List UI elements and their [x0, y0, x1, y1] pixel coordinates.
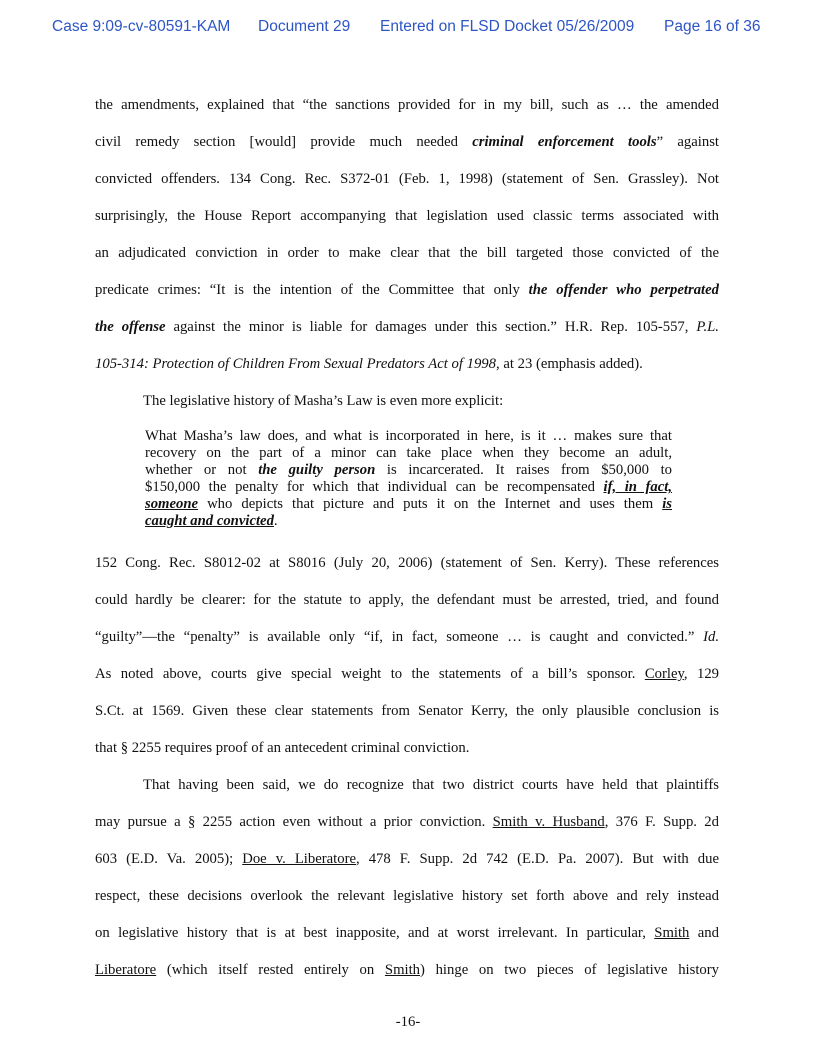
- page-count: Page 16 of 36: [664, 18, 761, 35]
- text-line: respect, these decisions overlook the relevant legislative history set forth above and rely instead: [95, 888, 719, 904]
- quote-line: caught and convicted.: [145, 513, 278, 529]
- text-line: 105-314: Protection of Children From Sexual Predators Act of 1998, at 23 (emphasis added).: [95, 356, 643, 372]
- quote-line: recovery on the part of a minor can take place when they become an adult,: [145, 445, 672, 461]
- emphasis: the offense: [95, 319, 166, 335]
- text-line: As noted above, courts give special weight to the statements of a bill’s sponsor. Corley, 129: [95, 666, 719, 682]
- text-line: “guilty”—the “penalty” is available only “if, in fact, someone … is caught and convicted.” Id.: [95, 629, 719, 645]
- emphasis: someone: [145, 496, 199, 512]
- case-citation: Liberatore: [95, 962, 157, 978]
- quote-line: someone who depicts that picture and puts it on the Internet and uses them is: [145, 496, 672, 512]
- emphasis: criminal enforcement tools: [472, 134, 657, 150]
- text-line: an adjudicated conviction in order to make clear that the bill targeted those convicted of the: [95, 245, 719, 261]
- quote-line: $150,000 the penalty for which that individual can be recompensated if, in fact,: [145, 479, 672, 495]
- case-citation: Smith v. Husband: [492, 814, 605, 830]
- emphasis: the guilty person: [258, 462, 376, 478]
- document-number: Document 29: [258, 18, 351, 35]
- text-line: could hardly be clearer: for the statute to apply, the defendant must be arrested, tried, and found: [95, 592, 719, 608]
- text-line: That having been said, we do recognize that two district courts have held that plaintiffs: [143, 777, 719, 793]
- emphasis: is: [662, 496, 672, 512]
- citation-title: 105-314: Protection of Children From Sexual Predators Act of 1998: [95, 356, 496, 372]
- text-line: 152 Cong. Rec. S8012-02 at S8016 (July 20, 2006) (statement of Sen. Kerry). These references: [95, 555, 719, 571]
- text-line: surprisingly, the House Report accompanying that legislation used classic terms associated with: [95, 208, 719, 224]
- case-citation: Smith: [384, 962, 421, 978]
- text-line: the amendments, explained that “the sanctions provided for in my bill, such as … the amended: [95, 97, 719, 113]
- emphasis: if, in fact,: [603, 479, 672, 495]
- docket-entry-date: Entered on FLSD Docket 05/26/2009: [380, 18, 635, 35]
- text-line: S.Ct. at 1569. Given these clear statements from Senator Kerry, the only plausible conclusion is: [95, 703, 719, 719]
- text-line: predicate crimes: “It is the intention of the Committee that only the offender who perpetrated: [95, 282, 719, 298]
- emphasis: caught and convicted: [145, 513, 274, 529]
- text-line: the offense against the minor is liable for damages under this section.” H.R. Rep. 105-557, P.L.: [95, 319, 719, 335]
- text-line: civil remedy section [would] provide much needed criminal enforcement tools” against: [95, 134, 719, 150]
- text-line: on legislative history that is at best inapposite, and at worst irrelevant. In particular, Smith and: [95, 925, 719, 941]
- case-number: Case 9:09-cv-80591-KAM: [52, 18, 231, 35]
- text-line: that § 2255 requires proof of an antecedent criminal conviction.: [95, 740, 470, 756]
- case-citation: Doe v. Liberatore: [242, 851, 356, 867]
- case-citation: Smith: [654, 925, 690, 941]
- case-citation: Corley: [644, 666, 684, 682]
- quote-line: What Masha’s law does, and what is incorporated in here, is it … makes sure that: [145, 428, 672, 444]
- text-line: convicted offenders. 134 Cong. Rec. S372-01 (Feb. 1, 1998) (statement of Sen. Grassley). Not: [95, 171, 719, 187]
- quote-line: whether or not the guilty person is incarcerated. It raises from $50,000 to: [145, 462, 672, 478]
- page-number: -16-: [395, 1014, 421, 1030]
- emphasis: the offender who perpetrated: [528, 282, 719, 298]
- text-line: 603 (E.D. Va. 2005); Doe v. Liberatore, 478 F. Supp. 2d 742 (E.D. Pa. 2007). But with due: [95, 851, 719, 867]
- text-line: may pursue a § 2255 action even without a prior conviction. Smith v. Husband, 376 F. Supp. 2d: [95, 814, 719, 830]
- text-line: The legislative history of Masha’s Law is even more explicit:: [143, 393, 504, 409]
- text-line: Liberatore (which itself rested entirely on Smith) hinge on two pieces of legislative history: [95, 962, 719, 978]
